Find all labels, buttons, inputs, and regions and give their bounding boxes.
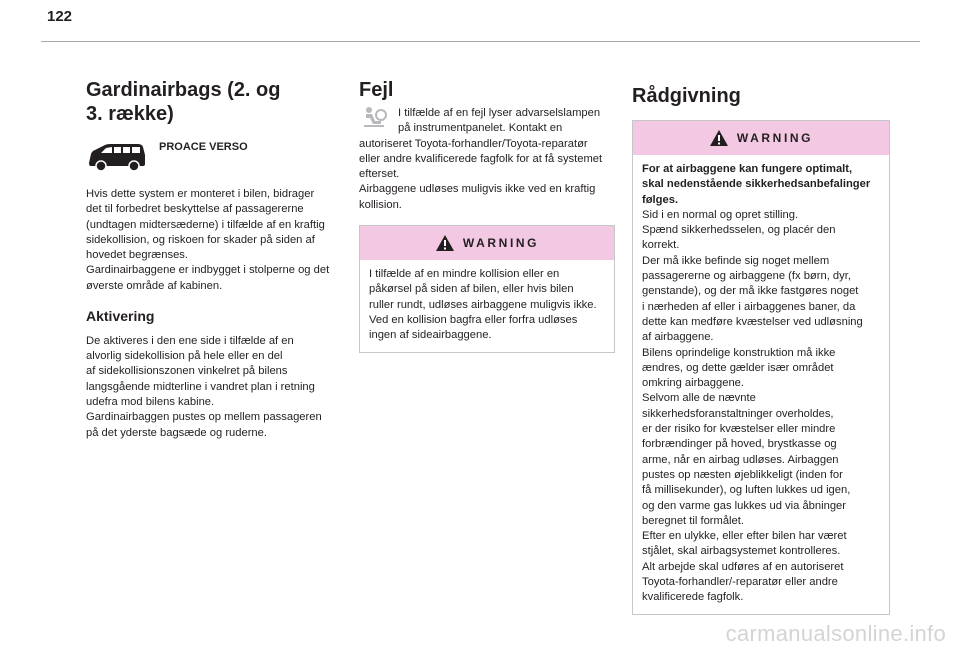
airbag-warning-lamp-icon bbox=[362, 106, 388, 128]
warning-triangle-icon bbox=[435, 234, 455, 252]
subheading-activation: Aktivering bbox=[86, 308, 155, 325]
section-title-curtain-airbags: Gardinairbags (2. og 3. række) bbox=[86, 79, 281, 125]
warning-header bbox=[360, 226, 614, 260]
warning-triangle-icon bbox=[709, 129, 729, 147]
fault-block bbox=[359, 106, 615, 213]
fault-paragraph: I tilfælde af en fejl lyser advarselslampen på instrumentpanelet. Kontakt en autoriseret Toyota-forhandler/Toyota-reparatør eller andre kvalificerede fagfolk for at få systemet efterset. Airbaggene udløses muligvis ikke ved en kraftig kollision. bbox=[359, 107, 603, 211]
warning-lead: For at airbaggene kan fungere optimalt, skal nedenstående sikkerhedsanbefalinger følges. bbox=[642, 163, 871, 206]
intro-paragraph: Hvis dette system er monteret i bilen, bidrager det til forbedret beskyttelse af passagererne (undtagen midtersæderne) i tilfælde af en kraftig sidekollision, og riskoen for skader på siden af hovedet begrænses. Gardinairbaggene er indbygget i stolperne og det øverste område af kabinen. bbox=[86, 188, 330, 292]
warning-text: Sid i en normal og opret stilling. Spænd sikkerhedsselen, og placér den korrekt. Der må ikke befinde sig noget mellem passagererne og airbaggene (fx børn, dyr, genstande), og der må ikke fastgøres noget i nærheden af eller i airbaggenes baner, da dette kan medføre kvæstelser ved udløsning af airbaggene. Bilens oprindelige konstruktion må ikke ændres, og dette gælder især området omkring airbaggene. Selvom alle de nævnte sikkerhedsforanstaltninger overholdes, er der risiko for kvæstelser eller mindre forbrændinger på hoved, brystkasse og arme, når en airbag udløses. Airbaggen pustes op næsten øjeblikkeligt (inden for få millisekunder), og luften lukkes ud igen, og den varme gas lukkes ud via åbninger beregnet til formålet. Efter en ulykke, eller efter bilen har været stjålet, skal airbagsystemet kontrolleres. Alt arbejde skal udføres af en autoriseret Toyota-forhandler/-reparatør eller andre kvalificerede fagfolk. bbox=[642, 208, 863, 604]
warning-body bbox=[633, 155, 889, 614]
column-fault bbox=[359, 78, 615, 353]
warning-text: I tilfælde af en mindre kollision eller en påkørsel på siden af bilen, eller hvis bilen ruller rundt, udløses airbaggene muligvis ikke. Ved en kollision bagfra eller forfra udløses ingen af sideairbaggene. bbox=[369, 268, 597, 342]
vehicle-indicator bbox=[86, 141, 354, 173]
warning-title: WARNING bbox=[462, 236, 540, 251]
vehicle-label: PROACE VERSO bbox=[159, 141, 248, 153]
warning-body bbox=[360, 260, 614, 351]
header-rule bbox=[41, 41, 920, 42]
column-advice bbox=[632, 78, 890, 615]
fault-warning-box bbox=[359, 225, 615, 352]
activation-paragraph: De aktiveres i den ene side i tilfælde af en alvorlig sidekollision på hele eller en del af sidekollisionszonen vinkelret på bilens langsgående midterline i vandret plan i retning udefra mod bilens kabine. Gardinairbaggen pustes op mellem passageren på det yderste bagsæde og ruderne. bbox=[86, 334, 322, 439]
warning-title: WARNING bbox=[736, 131, 814, 145]
van-icon bbox=[86, 141, 148, 173]
column-curtain-airbags bbox=[86, 78, 354, 441]
advice-warning-box bbox=[632, 120, 890, 615]
section-title-fault: Fejl bbox=[359, 79, 394, 101]
warning-header bbox=[633, 121, 889, 155]
section-title-advice: Rådgivning bbox=[632, 85, 741, 107]
watermark: carmanualsonline.info bbox=[725, 621, 946, 646]
page-number: 122 bbox=[47, 8, 73, 25]
